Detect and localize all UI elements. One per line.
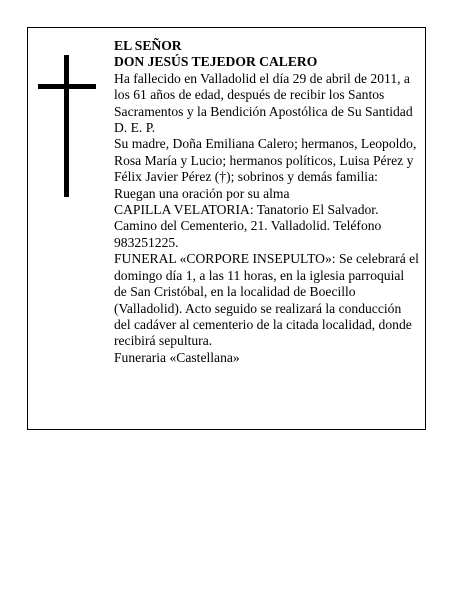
body-line: Félix Javier Pérez (†); sobrinos y demás familia: (114, 169, 378, 185)
header-line-title: EL SEÑOR (114, 38, 182, 53)
header-line-name: DON JESÚS TEJEDOR CALERO (114, 54, 318, 70)
body-line: FUNERAL «CORPORE INSEPULTO»: Se celebrará el (114, 251, 419, 267)
cross-horizontal-bar (38, 84, 96, 89)
body-line: de San Cristóbal, en la localidad de Boecillo (114, 284, 356, 300)
body-line: domingo día 1, a las 11 horas, en la iglesia parroquial (114, 267, 405, 283)
body-line: Ha fallecido en Valladolid el día 29 de abril de 2011, a (114, 70, 410, 86)
body-line: Sacramentos y la Bendición Apostólica de Su Santidad (114, 103, 413, 119)
cross-vertical-bar (64, 55, 69, 197)
body-line: recibirá sepultura. (114, 333, 213, 349)
body-line: 983251225. (114, 234, 179, 250)
body-line: Ruegan una oración por su alma (114, 185, 290, 201)
body-line: CAPILLA VELATORIA: Tanatorio El Salvador. (114, 202, 379, 218)
cross-icon (38, 55, 96, 197)
body-line: Camino del Cementerio, 21. Valladolid. Teléfono (114, 218, 382, 234)
body-line: (Valladolid). Acto seguido se realizará la conducción (114, 300, 402, 316)
body-line: D. E. P. (114, 120, 156, 136)
body-line: del cadáver al cementerio de la citada localidad, donde (114, 316, 412, 332)
body-line: Funeraria «Castellana» (114, 349, 240, 365)
body-line: Su madre, Doña Emiliana Calero; hermanos, Leopoldo, (114, 136, 417, 152)
obituary-text (114, 38, 426, 366)
body-line: Rosa María y Lucio; hermanos políticos, Luisa Pérez y (114, 152, 414, 168)
body-line: los 61 años de edad, después de recibir los Santos (114, 87, 385, 103)
